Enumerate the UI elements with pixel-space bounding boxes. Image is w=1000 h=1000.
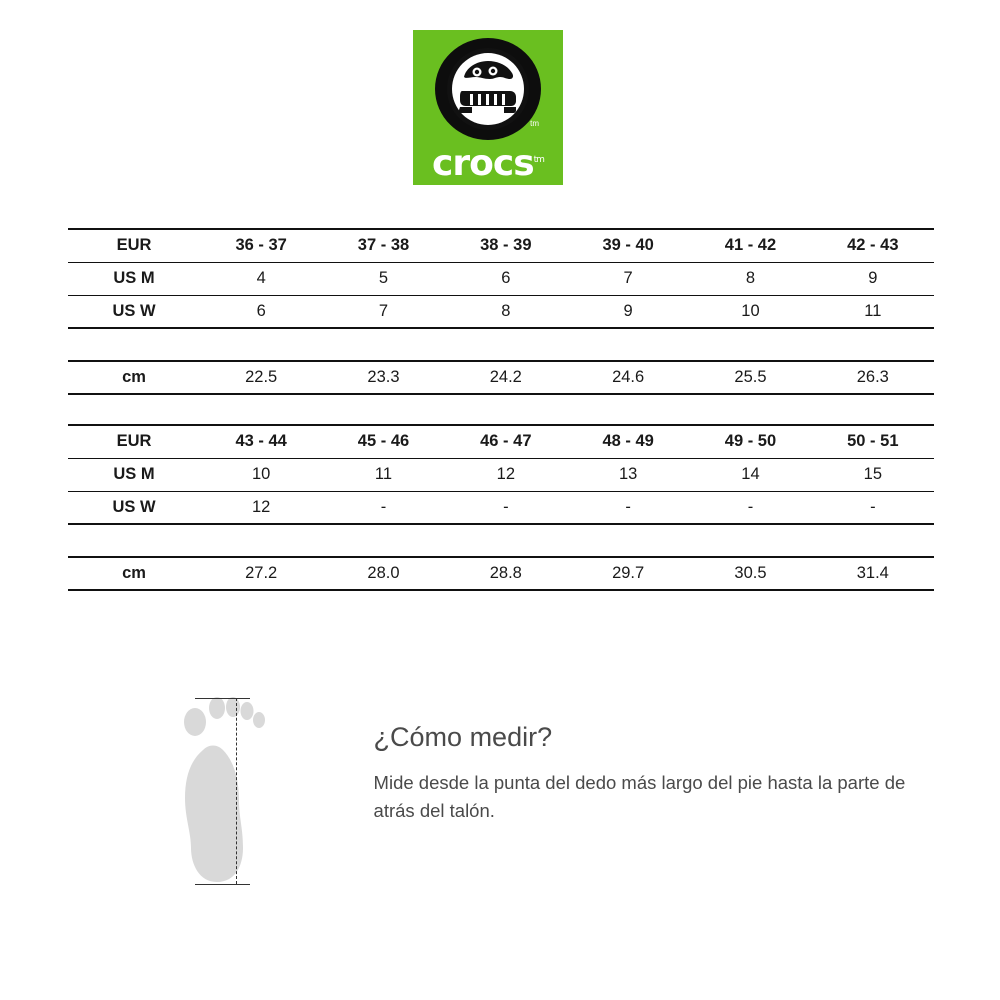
cell-usm-1: 4 xyxy=(200,262,322,295)
cell-cm-1: 22.5 xyxy=(200,361,322,394)
table-row xyxy=(68,262,934,295)
cell-eur-4: 39 - 40 xyxy=(567,229,689,262)
measure-text-block xyxy=(374,680,948,825)
table-row xyxy=(68,295,934,328)
cell-usw-2: 7 xyxy=(322,295,444,328)
cell-eur-6: 42 - 43 xyxy=(812,229,934,262)
cell-cm2-2: 28.0 xyxy=(322,557,444,590)
cell-usm-4: 7 xyxy=(567,262,689,295)
cell-eur-3: 38 - 39 xyxy=(445,229,567,262)
footprint-icon xyxy=(173,680,283,910)
cell-usm2-6: 15 xyxy=(812,458,934,491)
cell-cm2-5: 30.5 xyxy=(689,557,811,590)
cell-eur-1: 36 - 37 xyxy=(200,229,322,262)
cell-eur2-4: 48 - 49 xyxy=(567,425,689,458)
cell-cm2-1: 27.2 xyxy=(200,557,322,590)
crocodile-badge-icon xyxy=(435,38,541,140)
foot-diagram xyxy=(173,680,348,910)
cell-eur-2: 37 - 38 xyxy=(322,229,444,262)
row-label-eur-2: EUR xyxy=(68,425,200,458)
cell-usm-2: 5 xyxy=(322,262,444,295)
how-to-measure-section xyxy=(68,680,948,910)
brand-name-text: crocs xyxy=(432,143,534,184)
cell-eur2-6: 50 - 51 xyxy=(812,425,934,458)
row-label-us-w: US W xyxy=(68,295,200,328)
row-label-us-m-2: US M xyxy=(68,458,200,491)
table-row xyxy=(68,229,934,262)
cell-usm-6: 9 xyxy=(812,262,934,295)
cell-cm2-3: 28.8 xyxy=(445,557,567,590)
cm-table-top xyxy=(68,360,934,395)
cell-usm2-1: 10 xyxy=(200,458,322,491)
cell-usw2-6: - xyxy=(812,491,934,524)
cell-cm-2: 23.3 xyxy=(322,361,444,394)
cell-cm-4: 24.6 xyxy=(567,361,689,394)
cell-usm2-3: 12 xyxy=(445,458,567,491)
cell-cm2-4: 29.7 xyxy=(567,557,689,590)
cell-usw-5: 10 xyxy=(689,295,811,328)
brand-wordmark xyxy=(432,143,544,184)
cell-cm2-6: 31.4 xyxy=(812,557,934,590)
size-table-top xyxy=(68,228,934,329)
measure-bottom-tick xyxy=(195,884,250,885)
measure-description: Mide desde la punta del dedo más largo del pie hasta la parte de atrás del talón. xyxy=(373,772,906,821)
table-row xyxy=(68,557,934,590)
cell-usm2-5: 14 xyxy=(689,458,811,491)
table-row xyxy=(68,491,934,524)
cell-cm-3: 24.2 xyxy=(445,361,567,394)
cell-usw2-1: 12 xyxy=(200,491,322,524)
row-label-eur: EUR xyxy=(68,229,200,262)
crocs-logo xyxy=(413,30,563,185)
brand-tm-mark: tm xyxy=(533,155,544,165)
cell-cm-6: 26.3 xyxy=(812,361,934,394)
cell-usm2-4: 13 xyxy=(567,458,689,491)
cell-usw-3: 8 xyxy=(445,295,567,328)
cell-eur2-3: 46 - 47 xyxy=(445,425,567,458)
cell-eur2-1: 43 - 44 xyxy=(200,425,322,458)
row-label-cm-2: cm xyxy=(68,557,200,590)
cell-usw2-4: - xyxy=(567,491,689,524)
cell-eur-5: 41 - 42 xyxy=(689,229,811,262)
row-label-us-w-2: US W xyxy=(68,491,200,524)
size-table-bottom xyxy=(68,424,934,525)
cell-usm-5: 8 xyxy=(689,262,811,295)
cell-usw2-3: - xyxy=(445,491,567,524)
cell-usw-1: 6 xyxy=(200,295,322,328)
cell-usw-4: 9 xyxy=(567,295,689,328)
cell-usm-3: 6 xyxy=(445,262,567,295)
measure-top-tick xyxy=(195,698,250,699)
cm-table-bottom xyxy=(68,556,934,591)
cell-cm-5: 25.5 xyxy=(689,361,811,394)
badge-tm-mark: tm xyxy=(530,119,539,128)
cell-usw2-2: - xyxy=(322,491,444,524)
cell-usm2-2: 11 xyxy=(322,458,444,491)
measure-dimension-line xyxy=(236,698,237,884)
table-row xyxy=(68,458,934,491)
cell-eur2-5: 49 - 50 xyxy=(689,425,811,458)
cell-usw2-5: - xyxy=(689,491,811,524)
cell-eur2-2: 45 - 46 xyxy=(322,425,444,458)
table-row xyxy=(68,361,934,394)
row-label-us-m: US M xyxy=(68,262,200,295)
table-row xyxy=(68,425,934,458)
row-label-cm: cm xyxy=(68,361,200,394)
measure-title: ¿Cómo medir? xyxy=(373,722,553,752)
cell-usw-6: 11 xyxy=(812,295,934,328)
